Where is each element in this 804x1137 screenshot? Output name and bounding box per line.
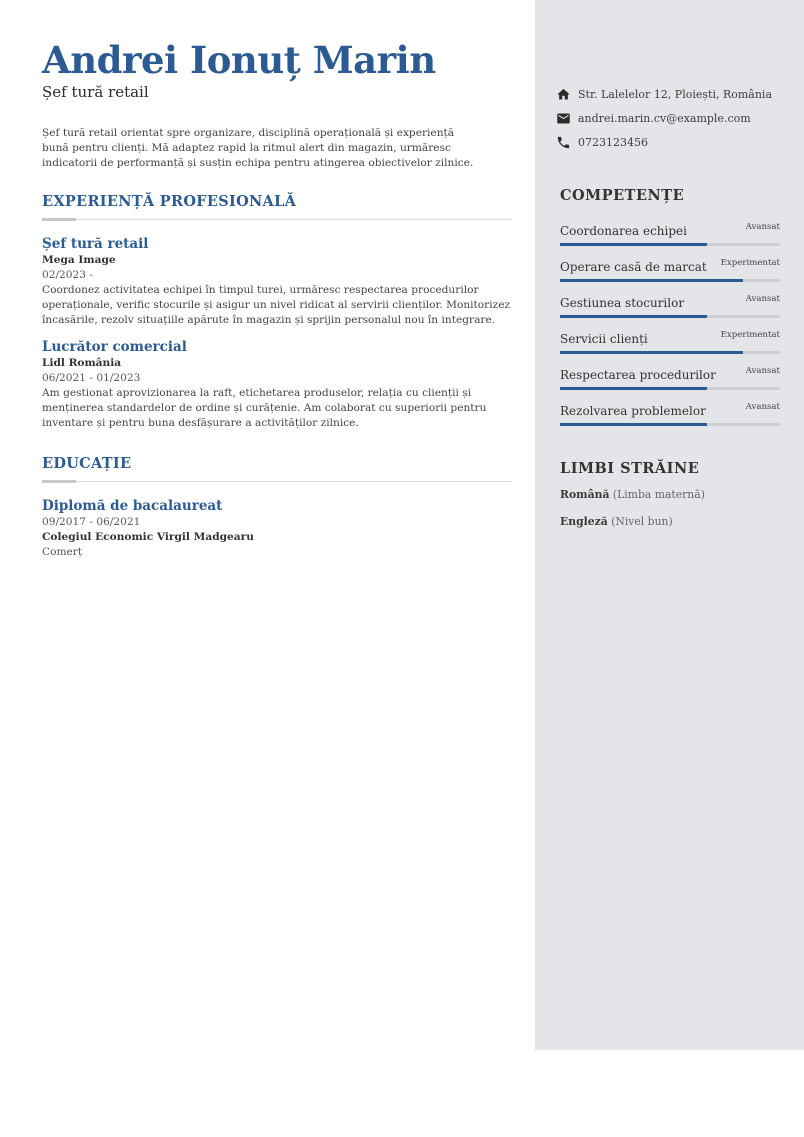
contact-info — [555, 82, 772, 154]
language-name: Engleză — [560, 515, 608, 528]
skill-level: Avansat — [745, 402, 780, 412]
address-text: Str. Lalelelor 12, Ploiești, România — [578, 87, 773, 101]
education-entry — [42, 497, 512, 560]
skill-level: Avansat — [745, 222, 780, 232]
skill-name: Coordonarea echipei — [560, 224, 687, 238]
school-name: Colegiul Economic Virgil Madgearu — [42, 530, 254, 543]
email-text[interactable]: andrei.marin.cv@example.com — [578, 111, 751, 125]
language-level: (Limba maternă) — [612, 488, 705, 501]
skill-item — [560, 330, 780, 382]
company-name: Mega Image — [42, 253, 116, 266]
language-item — [560, 481, 780, 508]
skill-item — [560, 366, 780, 418]
skill-level: Experimentat — [720, 330, 780, 340]
job-description: Am gestionat aprovizionarea la raft, etichetarea produselor, relația cu clienții și menținerea standardelor de ordine și curățenie. Am colaborat cu superiorii pentru inventare și pentru buna desfășurare a activităților zilnice. — [42, 386, 487, 429]
skill-name: Operare casă de marcat — [560, 260, 707, 274]
education-dates: 09/2017 - 06/2021 — [42, 515, 141, 528]
company-name: Lidl România — [42, 356, 122, 369]
home-icon — [555, 86, 571, 102]
skill-level: Avansat — [745, 366, 780, 376]
job-dates: 02/2023 - — [42, 268, 93, 281]
languages-heading: LIMBI STRĂINE — [560, 460, 700, 477]
experience-entry — [42, 235, 512, 328]
skill-item — [560, 222, 780, 274]
language-name: Română — [560, 488, 610, 501]
skill-level: Experimentat — [720, 258, 780, 268]
languages-section — [560, 459, 780, 535]
contact-phone — [555, 130, 772, 154]
job-dates: 06/2021 - 01/2023 — [42, 371, 141, 384]
skill-level: Avansat — [745, 294, 780, 304]
skill-item — [560, 186, 780, 238]
skills-heading: COMPETENȚE — [560, 187, 685, 204]
job-title: Șef tură retail — [42, 235, 149, 252]
phone-icon — [555, 134, 571, 150]
mail-icon — [555, 110, 571, 126]
job-description: Coordonez activitatea echipei în timpul turei, urmăresc respectarea procedurilor operaționale, verific stocurile și asigur un nivel ridicat al servirii clienților. Monitorizez încasările, rezolv situațiile apărute în magazin și sprijin personalul nou în integrare. — [42, 283, 511, 326]
education-heading: EDUCAȚIE — [42, 454, 132, 472]
skill-name: Servicii clienți — [560, 332, 648, 346]
candidate-title: Șef tură retail — [42, 83, 149, 101]
skill-name: Gestiunea stocurilor — [560, 296, 685, 310]
skill-item — [560, 294, 780, 346]
experience-heading: EXPERIENȚĂ PROFESIONALĂ — [42, 192, 297, 210]
phone-text: 0723123456 — [578, 135, 648, 149]
experience-entry — [42, 338, 512, 431]
skill-name: Rezolvarea problemelor — [560, 404, 706, 418]
language-item — [560, 508, 780, 535]
main-column — [42, 38, 512, 560]
degree-title: Diplomă de bacalaureat — [42, 497, 223, 514]
candidate-name: Andrei Ionuț Marin — [42, 38, 436, 82]
language-level: (Nivel bun) — [611, 515, 673, 528]
education-field: Comerț — [42, 545, 83, 558]
skill-bar — [560, 423, 780, 426]
skills-section — [560, 186, 780, 418]
contact-email — [555, 106, 772, 130]
skill-item — [560, 258, 780, 310]
profile-summary: Șef tură retail orientat spre organizare, disciplină operațională și experiență bună pentru clienți. Mă adaptez rapid la ritmul alert din magazin, urmăresc indicatorii de performanță și susțin echipa pentru atingerea obiectivelor zilnice. — [42, 127, 474, 170]
skill-name: Respectarea procedurilor — [560, 368, 716, 382]
job-title: Lucrător comercial — [42, 338, 187, 355]
section-divider — [42, 218, 512, 221]
contact-address — [555, 82, 772, 106]
section-divider — [42, 480, 512, 483]
